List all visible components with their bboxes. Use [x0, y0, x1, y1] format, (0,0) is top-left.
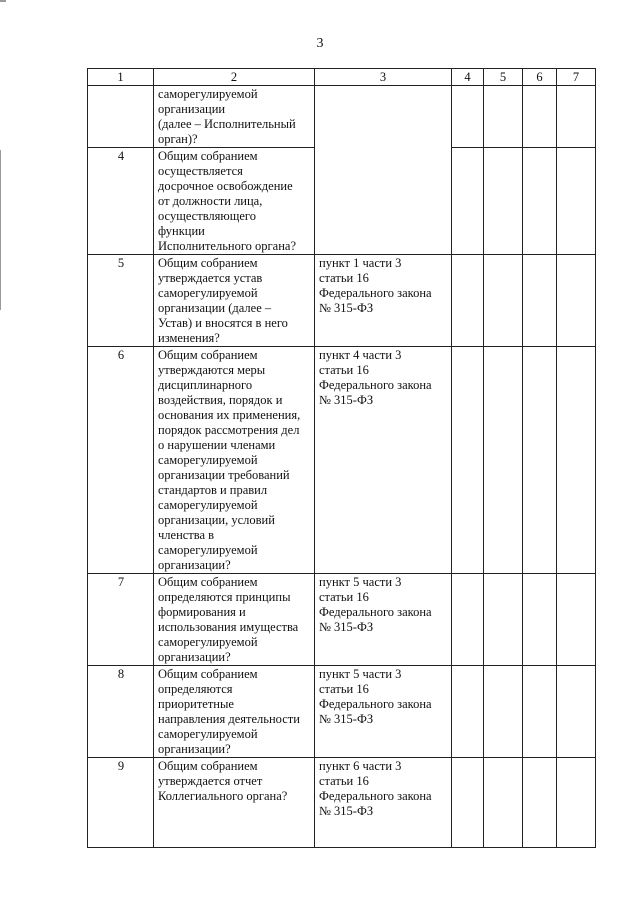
table-row [88, 86, 596, 148]
answer-cell [557, 86, 596, 148]
question-cell: Общим собранием определяются принципы формирования и использования имущества саморегулируемой организации? [154, 574, 315, 666]
table-row [88, 574, 596, 666]
answer-cell [484, 86, 523, 148]
answer-cell [452, 148, 484, 255]
row-number: 7 [88, 574, 154, 666]
answer-cell [523, 666, 557, 758]
row-number: 6 [88, 347, 154, 574]
answer-cell [557, 148, 596, 255]
row-number: 9 [88, 758, 154, 848]
reference-cell: пункт 1 части 3 статьи 16 Федерального закона № 315-ФЗ [315, 255, 452, 347]
answer-cell [557, 758, 596, 848]
answer-cell [484, 148, 523, 255]
answer-cell [452, 758, 484, 848]
answer-cell [523, 758, 557, 848]
row-number [88, 86, 154, 148]
header-row [88, 69, 596, 86]
column-header: 7 [557, 69, 596, 86]
question-cell: Общим собранием утверждается устав саморегулируемой организации (далее – Устав) и вносятся в него изменения? [154, 255, 315, 347]
answer-cell [557, 666, 596, 758]
question-cell: Общим собранием осуществляется досрочное освобождение от должности лица, осуществляющего функции Исполнительного органа? [154, 148, 315, 255]
reference-cell [315, 86, 452, 255]
answer-cell [452, 255, 484, 347]
scan-mark-left [0, 150, 1, 310]
answer-cell [523, 574, 557, 666]
answer-cell [557, 574, 596, 666]
answer-cell [523, 255, 557, 347]
question-cell: Общим собранием утверждаются меры дисциплинарного воздействия, порядок и основания их применения, порядок рассмотрения дел о нарушении членами саморегулируемой организации требований стандартов и правил саморегулируемой организации, условий членства в саморегулируемой организации? [154, 347, 315, 574]
reference-cell: пункт 4 части 3 статьи 16 Федерального закона № 315-ФЗ [315, 347, 452, 574]
answer-cell [523, 86, 557, 148]
scan-mark-top [0, 0, 6, 2]
answer-cell [452, 666, 484, 758]
answer-cell [484, 347, 523, 574]
answer-cell [452, 574, 484, 666]
column-header: 4 [452, 69, 484, 86]
answer-cell [484, 574, 523, 666]
reference-cell: пункт 5 части 3 статьи 16 Федерального закона № 315-ФЗ [315, 666, 452, 758]
answer-cell [557, 347, 596, 574]
checklist-table [87, 68, 596, 848]
column-header: 1 [88, 69, 154, 86]
reference-cell: пункт 6 части 3 статьи 16 Федерального закона № 315-ФЗ [315, 758, 452, 848]
answer-cell [523, 347, 557, 574]
answer-cell [452, 86, 484, 148]
column-header: 6 [523, 69, 557, 86]
question-cell: Общим собранием определяются приоритетные направления деятельности саморегулируемой организации? [154, 666, 315, 758]
column-header: 3 [315, 69, 452, 86]
page-number: 3 [316, 36, 324, 51]
table-row [88, 255, 596, 347]
question-cell: Общим собранием утверждается отчет Коллегиального органа? [154, 758, 315, 848]
table-row [88, 666, 596, 758]
row-number: 8 [88, 666, 154, 758]
row-number: 4 [88, 148, 154, 255]
column-header: 5 [484, 69, 523, 86]
answer-cell [523, 148, 557, 255]
question-cell: саморегулируемой организации (далее – Исполнительный орган)? [154, 86, 315, 148]
column-header: 2 [154, 69, 315, 86]
answer-cell [452, 347, 484, 574]
reference-cell: пункт 5 части 3 статьи 16 Федерального закона № 315-ФЗ [315, 574, 452, 666]
answer-cell [484, 666, 523, 758]
table-row [88, 758, 596, 848]
answer-cell [484, 255, 523, 347]
answer-cell [484, 758, 523, 848]
answer-cell [557, 255, 596, 347]
table-row [88, 347, 596, 574]
row-number: 5 [88, 255, 154, 347]
